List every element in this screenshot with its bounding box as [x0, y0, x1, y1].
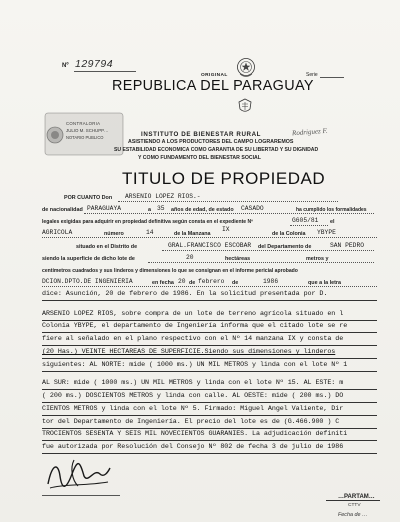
letra-label: que a la letra: [308, 280, 341, 286]
hectareas-label: hectáreas: [225, 256, 251, 262]
body-line-8: ( 200 ms.) DOSCIENTOS METROS y linda con calle. AL OESTE: mide ( 200 ms.) DO: [42, 392, 344, 400]
owner-name: ARSENIO LOPEZ RIOS.-: [125, 193, 201, 200]
distrito-value: GRAL.FRANCISCO ESCOBAR: [168, 242, 252, 249]
centimetros-label: centímetros cuadrados y sus linderos y dimensiones lo que se consignan en el informe pericial aprobado: [42, 268, 298, 274]
republic-title: REPUBLICA DEL PARAGUAY: [112, 78, 314, 94]
serial-prefix: Nº: [62, 63, 69, 69]
a-label: a: [148, 207, 151, 213]
footer-stamp-1: …PARTAM…: [338, 494, 375, 500]
manzana-label: de la Manzana: [174, 231, 211, 237]
depto-label: del Departamento de: [258, 244, 312, 250]
coat-of-arms-icon: [236, 57, 256, 79]
seal-text-2: JULIO M. SCHUPP…: [66, 128, 109, 133]
document-title: TITULO DE PROPIEDAD: [122, 169, 326, 188]
tipo-value: AGRICOLA: [42, 229, 73, 236]
anio-value: 1986: [263, 278, 279, 285]
body-line-6: siguientes: AL NORTE: mide ( 1000 ms.) UN MIL METROS y linda con el lote Nº 1: [42, 361, 348, 369]
colonia-label: de la Colonia: [272, 231, 306, 237]
serie-label: Serie: [306, 72, 318, 78]
hectareas-value: 20: [186, 254, 194, 261]
institute-line-4: Y COMO FUNDAMENTO DEL BIENESTAR SOCIAL: [138, 155, 261, 161]
de2-label: de: [232, 280, 239, 286]
institute-line-2: ASISTIENDO A LOS PRODUCTORES DEL CAMPO LOGRAREMOS: [128, 139, 294, 145]
body-line-7: AL SUR: mide ( 1000 ms.) UN MIL METROS y linda con el lote Nº 15. AL ESTE: m: [42, 379, 344, 387]
body-line-10: tor del Departamento de Ingeniería. El precio del lote es de (G.466.900 ) C: [42, 418, 340, 426]
footer-stamp-line: [326, 500, 380, 501]
institute-line-3: SU ESTABILIDAD ECONOMICA COMO GARANTIA DE SU LIBERTAD Y SU DIGNIDAD: [114, 147, 319, 153]
de1-label: de: [189, 280, 196, 286]
numero-value: 14: [146, 229, 154, 236]
institute-line-1: INSTITUTO DE BIENESTAR RURAL: [141, 131, 262, 138]
superficie-label: siendo la superficie de dicho lote de: [42, 256, 135, 262]
dcion-value: DCION.DPTO.DE INGENIERIA: [42, 278, 133, 285]
notary-seal: [44, 112, 124, 156]
body-line-2: ARSENIO LOPEZ RIOS, sobre compra de un lote de terreno agrícola situado en l: [42, 310, 344, 318]
numero-label: número: [104, 231, 124, 237]
seal-text-3: NOTARIO PUBLICO: [66, 135, 104, 140]
footer-stamp-2: CTTV: [348, 503, 361, 508]
el-label: el: [330, 219, 335, 225]
edad-value: 35: [157, 205, 165, 212]
dia-value: 20: [178, 278, 186, 285]
nacionalidad-label: de nacionalidad: [42, 207, 83, 213]
expediente-value: G605/81: [292, 217, 319, 224]
footer-stamp-3: Fecha de …: [338, 512, 368, 518]
mes-value: febrero: [198, 278, 225, 285]
colonia-value: YBYPE: [317, 229, 336, 236]
nacionalidad-value: PARAGUAYA: [87, 205, 122, 212]
edad-label: años de edad, de estado: [171, 207, 234, 213]
original-label: ORIGINAL: [201, 73, 228, 78]
body-line-12: fue autorizada por Resolución del Consejo Nº 802 de fecha 3 de julio de 1986: [42, 443, 344, 451]
body-line-5: (20 Has.) VEINTE HECTAREAS DE SUPERFICIE.Siendo sus dimensiones y linderos: [42, 348, 336, 356]
body-line-9: CIENTOS METROS y linda con el lote Nº 5. Firmado: Miguel Angel Valiente, Dir: [42, 405, 344, 413]
stamp-annotation: Rodriguez F.: [291, 126, 328, 138]
fecha-label: en fecha: [152, 280, 174, 286]
signature: [44, 454, 114, 494]
estado-value: CASADO: [241, 205, 264, 212]
situado-label: situado en el Distrito de: [76, 244, 138, 250]
body-line-1: dice: Asunción, 20 de febrero de 1986. En la solicitud presentada por D.: [42, 290, 328, 298]
metros-label: metros y: [306, 256, 329, 262]
serial-number: 129794: [75, 58, 114, 70]
body-line-11: TROCIENTOS SESENTA Y SEIS MIL NOVECIENTOS GUARANIES. La adjudicación definiti: [42, 430, 348, 438]
legales-label: legales exigidas para adquirir en propiedad definitiva según consta en el expediente Nº: [42, 219, 254, 225]
body-line-3: Colonia YBYPE, el departamento de Ingeniería informa que el citado lote se re: [42, 322, 348, 330]
por-cuanto-label: POR CUANTO Don: [64, 195, 113, 201]
departamento-value: SAN PEDRO: [330, 242, 365, 249]
body-line-4: fiere al señalado en el plano respectivo con el Nº 14 manzana IX y consta de: [42, 335, 344, 343]
cumplido-label: ha cumplido los formalidades: [296, 207, 367, 213]
seal-text-1: CONTRALORIA: [66, 121, 101, 126]
manzana-value: IX: [222, 226, 230, 233]
institute-emblem-icon: [238, 98, 252, 114]
